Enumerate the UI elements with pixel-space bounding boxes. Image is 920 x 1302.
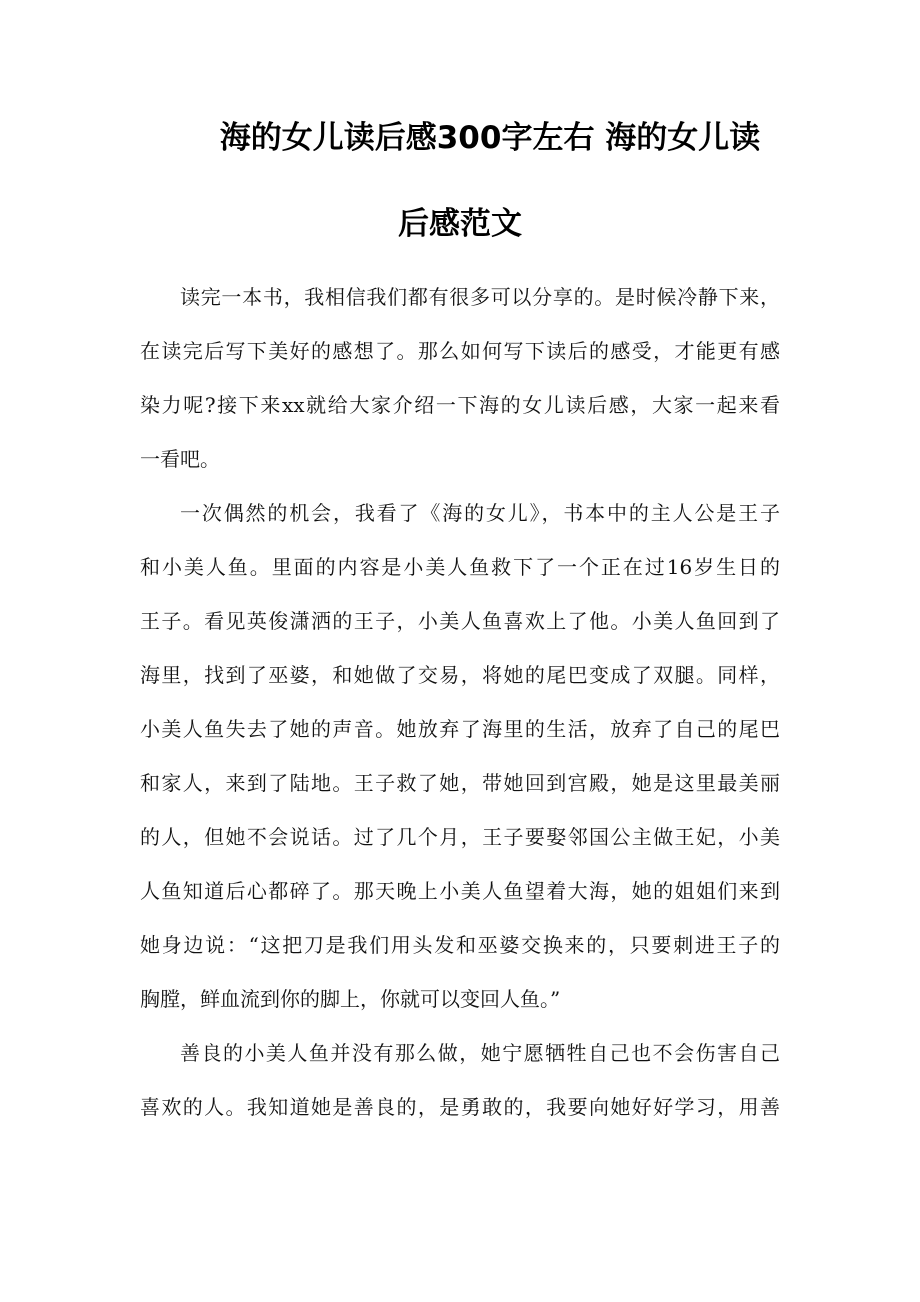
paragraph-1-line-3: 染力呢?接下来xx就给大家介绍一下海的女儿读后感，大家一起来看 [140,393,780,417]
paragraph-2-line-8: 人鱼知道后心都碎了。那天晚上小美人鱼望着大海，她的姐姐们来到 [140,879,780,903]
document-title-line-1: 海的女儿读后感300字左右 海的女儿读 [219,120,761,156]
paragraph-3-line-2: 喜欢的人。我知道她是善良的，是勇敢的，我要向她好好学习，用善 [140,1095,780,1119]
paragraph-2-line-4: 海里，找到了巫婆，和她做了交易，将她的尾巴变成了双腿。同样， [140,663,780,687]
paragraph-2-line-5: 小美人鱼失去了她的声音。她放弃了海里的生活，放弃了自己的尾巴 [140,717,780,741]
paragraph-1-line-2: 在读完后写下美好的感想了。那么如何写下读后的感受，才能更有感 [140,339,780,363]
document-body [140,274,780,1138]
paragraph-1-line-4: 一看吧。 [140,447,220,471]
paragraph-2-line-10: 胸膛，鲜血流到你的脚上，你就可以变回人鱼。” [140,987,561,1011]
paragraph-2-line-7: 的人，但她不会说话。过了几个月，王子要娶邻国公主做王妃，小美 [140,825,780,849]
paragraph-2-line-9: 她身边说：“这把刀是我们用头发和巫婆交换来的，只要刺进王子的 [140,933,780,957]
paragraph-2-line-1: 一次偶然的机会，我看了《海的女儿》，书本中的主人公是王子 [180,501,780,525]
paragraph-3-line-1: 善良的小美人鱼并没有那么做，她宁愿牺牲自己也不会伤害自己 [180,1041,780,1065]
paragraph-2-line-3: 王子。看见英俊潇洒的王子，小美人鱼喜欢上了他。小美人鱼回到了 [140,609,780,633]
paragraph-2-line-2: 和小美人鱼。里面的内容是小美人鱼救下了一个正在过16岁生日的 [140,555,780,579]
paragraph-2-line-6: 和家人，来到了陆地。王子救了她，带她回到宫殿，她是这里最美丽 [140,771,780,795]
paragraph-1-line-1: 读完一本书，我相信我们都有很多可以分享的。是时候冷静下来， [180,285,780,309]
document-title-line-2: 后感范文 [398,206,522,242]
